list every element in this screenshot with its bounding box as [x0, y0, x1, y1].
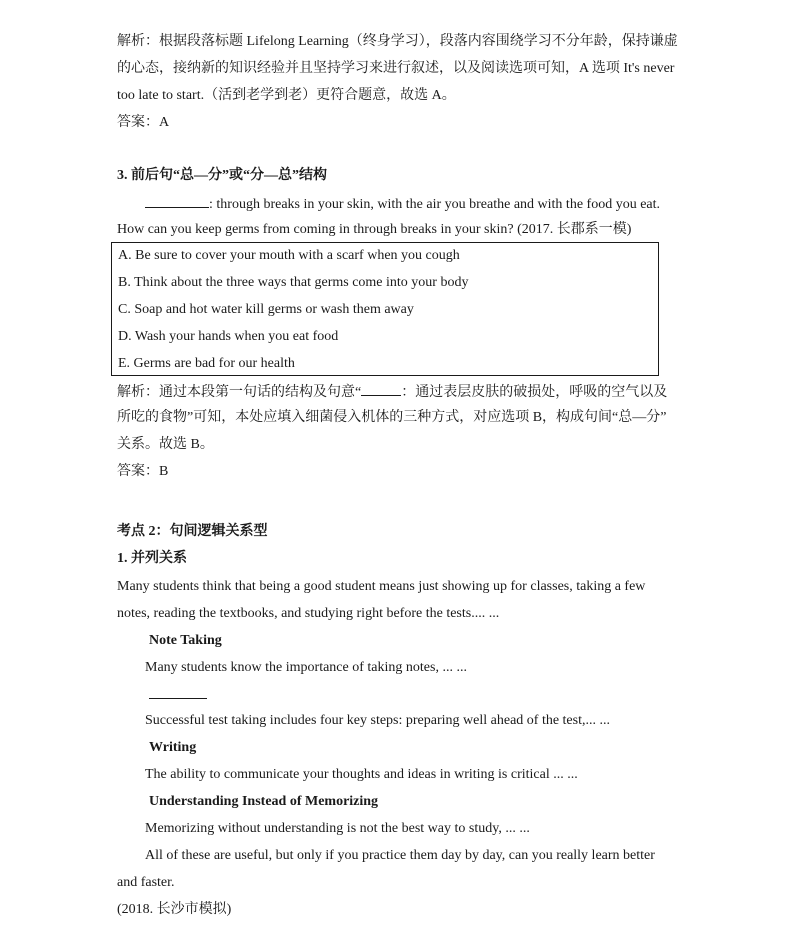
- blank-underline: [149, 684, 207, 699]
- item-text: Many students know the importance of taking notes, ... ...: [145, 660, 467, 675]
- answer-line: 答案：B: [117, 464, 169, 479]
- kaodian-heading: 考点 2：句间逻辑关系型: [117, 524, 268, 539]
- option-a: A. Be sure to cover your mouth with a scarf when you cough: [118, 248, 460, 263]
- option-e: E. Germs are bad for our health: [118, 356, 295, 371]
- analysis-line: 解析：根据段落标题 Lifelong Learning（终身学习），段落内容围绕学习不分年龄，保持谦虚: [117, 34, 678, 49]
- passage-line: Many students think that being a good student means just showing up for classes, taking a few: [117, 579, 646, 594]
- analysis-line: 关系。故选 B。: [117, 437, 214, 452]
- item-text: The ability to communicate your thoughts and ideas in writing is critical ... ...: [145, 767, 578, 782]
- question-line: How can you keep germs from coming in through breaks in your skin? (2017. 长郡系一模): [117, 222, 632, 237]
- option-c: C. Soap and hot water kill germs or wash them away: [118, 302, 414, 317]
- item-title-blank: [149, 684, 207, 704]
- answer-line: 答案：A: [117, 115, 170, 130]
- question-text: : through breaks in your skin, with the air you breathe and with the food you eat.: [209, 197, 661, 212]
- item-title: Writing: [149, 740, 197, 755]
- blank-underline: [145, 193, 209, 208]
- option-b: B. Think about the three ways that germs come into your body: [118, 275, 469, 290]
- blank-underline: [361, 381, 401, 396]
- item-title: Understanding Instead of Memorizing: [149, 794, 379, 809]
- analysis-line: too late to start.（活到老学到老）更符合题意，故选 A。: [117, 88, 456, 103]
- item-text: Memorizing without understanding is not the best way to study, ... ...: [145, 821, 530, 836]
- analysis-text: ：通过表层皮肤的破损处，呼吸的空气以及: [401, 385, 668, 400]
- section-heading: 3. 前后句“总—分”或“分—总”结构: [117, 168, 327, 183]
- source-line: (2018. 长沙市模拟): [117, 902, 232, 917]
- option-d: D. Wash your hands when you eat food: [118, 329, 339, 344]
- sub-heading: 1. 并列关系: [117, 551, 187, 566]
- passage-line: All of these are useful, but only if you practice them day by day, can you really learn better: [145, 848, 655, 863]
- passage-line: and faster.: [117, 875, 175, 890]
- passage-line: notes, reading the textbooks, and studying right before the tests.... ...: [117, 606, 500, 621]
- options-box: [111, 242, 659, 376]
- item-title: Note Taking: [149, 633, 222, 648]
- analysis-line: 所吃的食物”可知，本处应填入细菌侵入机体的三种方式，对应选项 B，构成句间“总—分”: [117, 410, 667, 425]
- question-line: [145, 193, 660, 213]
- item-text: Successful test taking includes four key steps: preparing well ahead of the test,... ...: [145, 713, 610, 728]
- analysis-line: 的心态，接纳新的知识经验并且坚持学习来进行叙述，以及阅读选项可知，A 选项 It's never: [117, 61, 675, 76]
- analysis-text: 解析：通过本段第一句话的结构及句意“: [117, 385, 362, 400]
- analysis-line: [117, 381, 667, 401]
